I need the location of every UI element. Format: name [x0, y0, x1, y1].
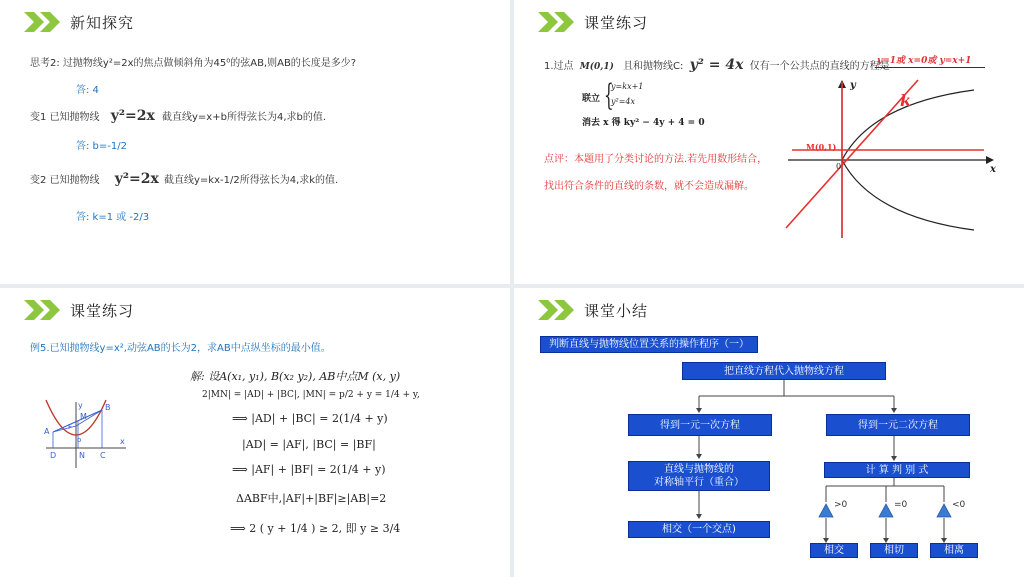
- chevron-icon: [24, 300, 62, 320]
- result-separate: 相离: [930, 543, 978, 558]
- answer-1: 答: 4: [76, 85, 99, 96]
- slide-panel-summary: [514, 288, 1024, 577]
- label-f: F: [68, 423, 73, 431]
- label-c: C: [100, 451, 106, 460]
- solution-line-2: 2|MN| = |AD| + |BC|, |MN| = p/2 + y = 1/4 + y,: [202, 390, 420, 400]
- question-point: M(0,1): [579, 62, 614, 72]
- parabola-graph: [784, 76, 1014, 240]
- label-o: o: [77, 436, 82, 444]
- origin-label: 0: [836, 162, 842, 171]
- slide-panel-practice-2: [0, 288, 510, 577]
- label-n: N: [79, 451, 85, 460]
- solution-line-7: ⟹ 2 ( y + 1/4 ) ≥ 2, 即 y ≥ 3/4: [230, 522, 401, 535]
- slope-k-label: k: [900, 91, 912, 110]
- question-equation: y² = 4x: [689, 57, 744, 73]
- question-prefix: 1.过点: [544, 61, 574, 72]
- x-axis-arrow: [986, 156, 994, 164]
- disc-negative: <0: [952, 500, 966, 510]
- label-y: y: [78, 401, 83, 410]
- label-b: B: [105, 403, 111, 412]
- chevron-icon: [24, 12, 62, 32]
- label-d: D: [50, 451, 57, 460]
- panel-title: 新知探究: [70, 14, 135, 32]
- variant-1: [30, 108, 326, 124]
- label-x: x: [120, 437, 125, 446]
- slide-panel-new-knowledge: [0, 0, 510, 284]
- step-parallel: [628, 461, 770, 491]
- panel-title: 课堂练习: [584, 14, 649, 32]
- answer-2: 答: b=-1/2: [76, 141, 127, 152]
- slide-panel-practice-1: [514, 0, 1024, 284]
- step-quadratic: 得到一元二次方程: [826, 414, 970, 436]
- solution-line-3: ⟹ |AD| + |BC| = 2(1/4 + y): [232, 412, 388, 425]
- y-axis-label: y: [850, 80, 856, 91]
- system-eq1: y=kx+1: [611, 82, 644, 91]
- variant-2: [30, 171, 338, 187]
- solution-line-6: ΔABF中,|AF|+|BF|≥|AB|=2: [236, 492, 387, 505]
- step-substitute: 把直线方程代入抛物线方程: [682, 362, 886, 380]
- solution-line-4: |AD| = |AF|, |BC| = |BF|: [242, 438, 376, 451]
- triangle-icon: [819, 504, 833, 517]
- brace-icon: {: [604, 78, 614, 113]
- parabola-figure: [38, 398, 138, 470]
- question-line: [544, 57, 890, 73]
- variant-2-suffix: 截直线y=kx-1/2所得弦长为4,求k的值.: [164, 175, 339, 186]
- step-parallel-line1: 直线与抛物线的: [664, 464, 734, 475]
- variant-2-equation: y²=2x: [114, 171, 159, 187]
- label-a: A: [44, 427, 50, 436]
- disc-zero: =0: [894, 500, 908, 510]
- example-problem: 例5.已知抛物线y=x²,动弦AB的长为2，求AB中点纵坐标的最小值。: [30, 343, 331, 354]
- question-suffix: 仅有一个公共点的直线的方程是: [749, 61, 890, 72]
- question-mid: 且和抛物线C:: [623, 61, 684, 72]
- solution-line-1: 解: 设A(x₁, y₁), B(x₂ y₂), AB中点M (x, y): [190, 370, 401, 383]
- disc-positive: >0: [834, 500, 848, 510]
- step-linear: 得到一元一次方程: [628, 414, 772, 436]
- think-question: 思考2: 过抛物线y²=2x的焦点做倾斜角为45⁰的弦AB,则AB的长度是多少?: [30, 58, 357, 69]
- result-one-intersection: 相交（一个交点): [628, 521, 770, 538]
- comment-line-1: 点评：本题用了分类讨论的方法.若先用数形结合，: [544, 154, 768, 165]
- variant-2-prefix: 变2 已知抛物线: [30, 175, 100, 186]
- system-label: 联立: [582, 94, 601, 104]
- point-m-label: M(0,1): [806, 142, 837, 152]
- panel-title: 课堂练习: [70, 302, 135, 320]
- result-intersect: 相交: [810, 543, 858, 558]
- flowchart-header: 判断直线与抛物线位置关系的操作程序（一）: [540, 336, 758, 353]
- label-m: M: [80, 412, 87, 421]
- chevron-icon: [538, 12, 576, 32]
- variant-1-equation: y²=2x: [110, 108, 155, 124]
- result-tangent: 相切: [870, 543, 918, 558]
- x-axis-label: x: [990, 164, 996, 175]
- step-parallel-line2: 对称轴平行（重合）: [654, 477, 744, 488]
- answer-fill: y=1或 x=0或 y=x+1: [875, 53, 985, 68]
- variant-1-prefix: 变1 已知抛物线: [30, 112, 100, 123]
- line-k: [786, 80, 918, 228]
- system-eq2: y²=4x: [611, 97, 636, 106]
- comment-line-2: 找出符合条件的直线的条数，就不会造成漏解。: [544, 181, 754, 192]
- triangle-icon: [879, 504, 893, 517]
- step-discriminant: 计 算 判 别 式: [824, 462, 970, 478]
- solution-line-5: ⟹ |AF| + |BF| = 2(1/4 + y): [232, 463, 386, 476]
- panel-title: 课堂小结: [584, 302, 649, 320]
- answer-3: 答: k=1 或 -2/3: [76, 212, 150, 223]
- eliminate-line: 消去 x 得 ky² − 4y + 4 = 0: [582, 118, 705, 128]
- triangle-icon: [937, 504, 951, 517]
- variant-1-suffix: 截直线y=x+b所得弦长为4,求b的值.: [162, 112, 327, 123]
